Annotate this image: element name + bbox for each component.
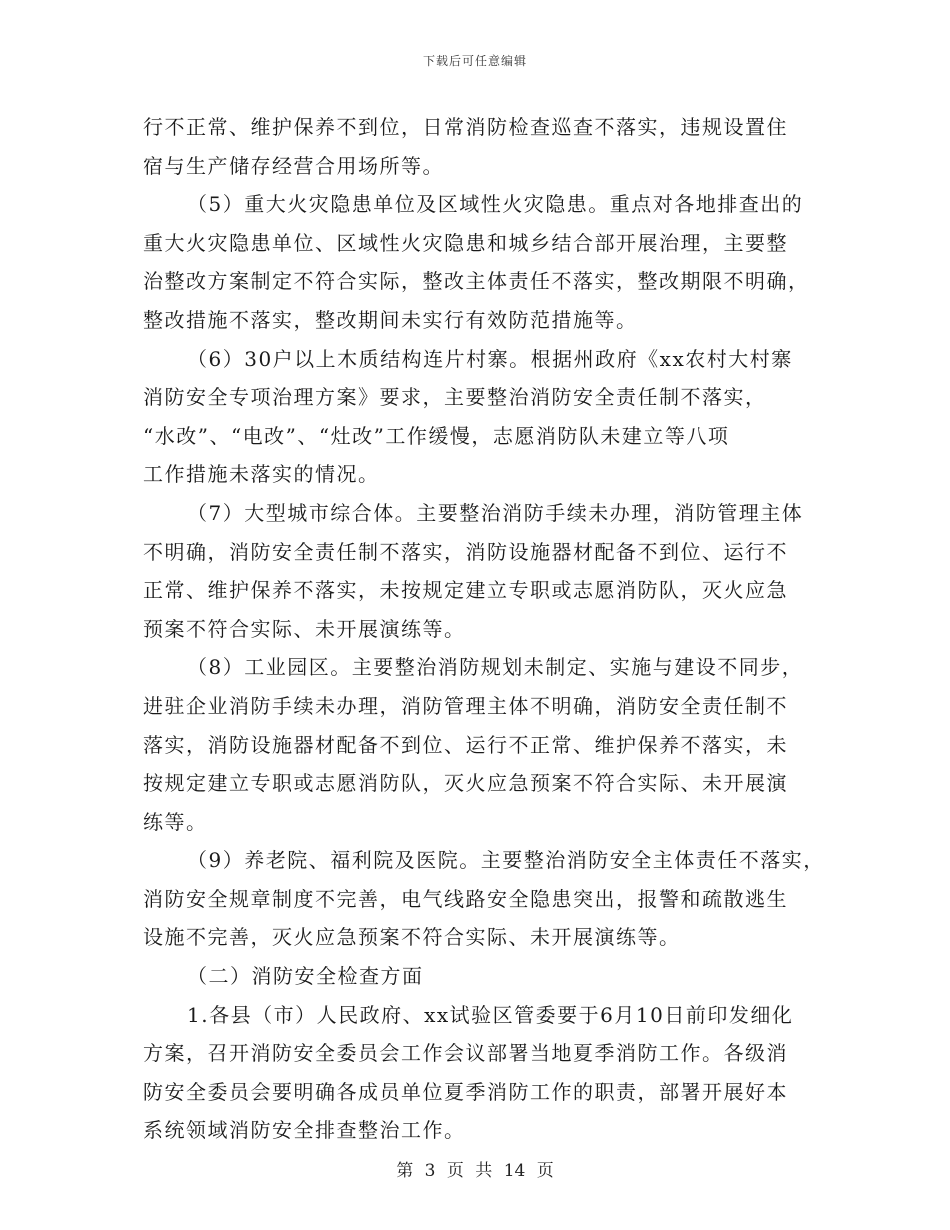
text-line: “水改”、“电改”、“灶改”工作缓慢，志愿消防队未建立等八项 [143,423,730,448]
paragraph-item-6 [143,340,823,494]
text-line: 消防安全规章制度不完善，电气线路安全隐患突出，报警和疏散逃生 [143,886,788,911]
text-line: 1.各县（市）人民政府、xx试验区管委要于6月10日前印发细化 [187,1002,794,1027]
text-line: 正常、维护保养不落实，未按规定建立专职或志愿消防队，灭火应急 [143,578,788,603]
text-line: （8）工业园区。主要整治消防规划未制定、实施与建设不同步， [187,655,804,680]
text-line: 落实，消防设施器材配备不到位、运行不正常、维护保养不落实，未 [143,732,788,757]
text-line: 工作措施未落实的情况。 [143,462,380,487]
text-line: 消防安全专项治理方案》要求，主要整治消防安全责任制不落实， [143,385,767,410]
paragraph-continuation [143,108,823,185]
page-number-footer: 第 3 页 共 14 页 [396,1161,554,1181]
text-line: 方案，召开消防安全委员会工作会议部署当地夏季消防工作。各级消 [143,1041,788,1066]
text-line: （7）大型城市综合体。主要整治消防手续未办理，消防管理主体 [187,500,804,525]
text-line: 行不正常、维护保养不到位，日常消防检查巡查不落实，违规设置住 [143,115,788,139]
text-line: 治整改方案制定不符合实际，整改主体责任不落实，整改期限不明确， [143,269,810,294]
paragraph-item-9 [143,841,823,957]
page-header: 下载后可任意编辑 [422,54,527,68]
text-line: （二）消防安全检查方面 [187,964,424,989]
text-line: （9）养老院、福利院及医院。主要整治消防安全主体责任不落实， [187,848,825,873]
document-body [143,108,823,1150]
text-line: 宿与生产储存经营合用场所等。 [143,153,444,178]
text-line: 不明确，消防安全责任制不落实，消防设施器材配备不到位、运行不 [143,539,788,564]
text-line: 练等。 [143,809,208,834]
text-line: 防安全委员会要明确各成员单位夏季消防工作的职责，部署开展好本 [143,1079,788,1104]
text-line: 预案不符合实际、未开展演练等。 [143,616,466,641]
text-line: 按规定建立专职或志愿消防队，灭火应急预案不符合实际、未开展演 [143,771,788,796]
text-line: 进驻企业消防手续未办理，消防管理主体不明确，消防安全责任制不 [143,693,788,718]
section-heading [143,957,823,996]
text-line: 整改措施不落实，整改期间未实行有效防范措施等。 [143,307,638,332]
text-line: （5）重大火灾隐患单位及区域性火灾隐患。重点对各地排查出的 [187,192,804,217]
text-line: 重大火灾隐患单位、区域性火灾隐患和城乡结合部开展治理，主要整 [143,230,788,255]
paragraph-item-5 [143,185,823,339]
text-line: （6）30户以上木质结构连片村寨。根据州政府《xx农村大村寨 [187,346,793,371]
paragraph-point-1 [143,996,823,1150]
text-line: 设施不完善，灭火应急预案不符合实际、未开展演练等。 [143,925,681,950]
text-line: 系统领域消防安全排查整治工作。 [143,1118,466,1143]
paragraph-item-8 [143,648,823,841]
paragraph-item-7 [143,494,823,648]
